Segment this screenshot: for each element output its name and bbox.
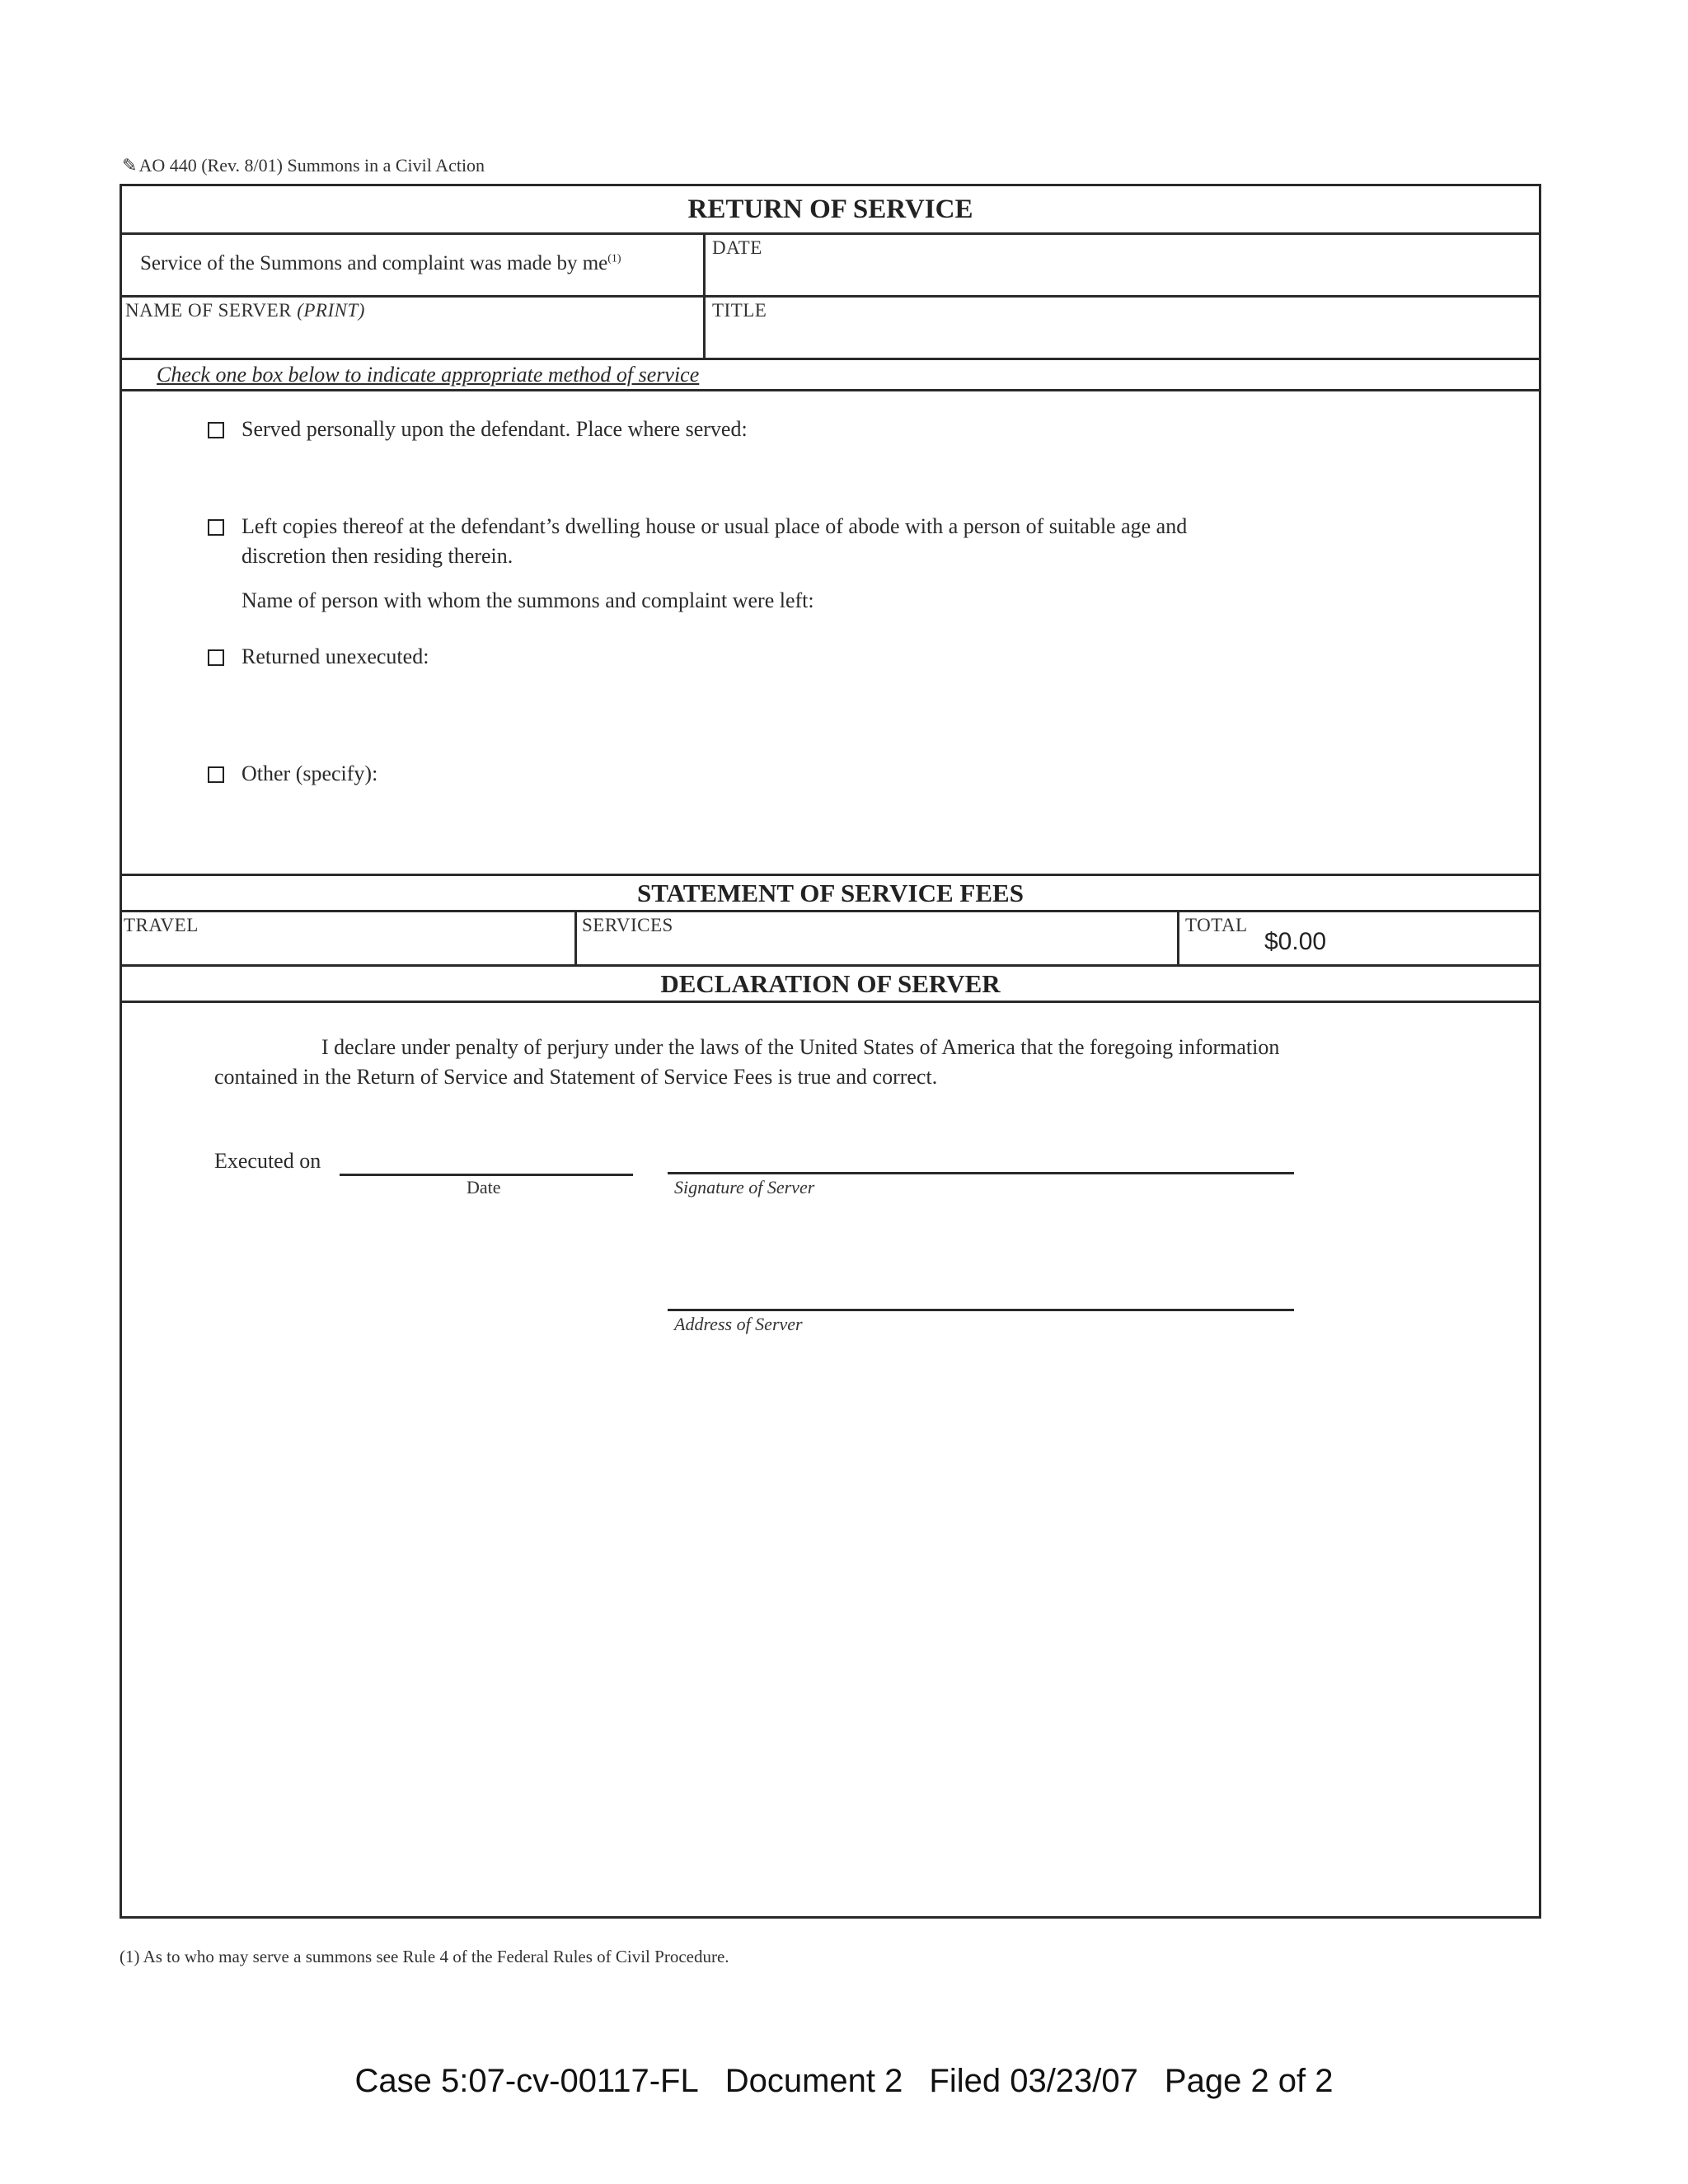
divider — [1177, 910, 1179, 964]
divider — [120, 874, 1541, 876]
left-copies-checkbox[interactable] — [208, 519, 224, 536]
served-personally-checkbox[interactable] — [208, 422, 224, 438]
divider — [574, 910, 577, 964]
left-with-label: Name of person with whom the summons and complaint were left: — [241, 588, 814, 612]
returned-unexecuted-label: Returned unexecuted: — [241, 644, 429, 668]
address-caption: Address of Server — [674, 1314, 803, 1334]
divider — [120, 964, 1541, 967]
divider — [120, 910, 1541, 912]
served-personally-label: Served personally upon the defendant. Place where served: — [241, 417, 748, 441]
executed-on-label: Executed on — [214, 1149, 321, 1173]
left-copies-label-cont: discretion then residing therein. — [241, 544, 513, 568]
total-value: $0.00 — [1264, 928, 1327, 955]
footnote-ref: (1) — [607, 252, 621, 265]
service-made-label — [140, 252, 621, 275]
date-caption: Date — [467, 1177, 501, 1197]
return-of-service-title: RETURN OF SERVICE — [687, 194, 973, 224]
executed-date-line[interactable] — [340, 1174, 633, 1176]
signature-caption: Signature of Server — [674, 1177, 815, 1197]
service-made-text: Service of the Summons and complaint was made by me — [140, 252, 608, 274]
name-of-server-text: NAME OF SERVER — [125, 300, 292, 321]
page-number: Page 2 of 2 — [1164, 2063, 1334, 2099]
title-field[interactable] — [706, 323, 1538, 354]
declaration-title: DECLARATION OF SERVER — [660, 969, 1001, 998]
divider — [120, 1001, 1541, 1003]
check-instruction: Check one box below to indicate appropriate method of service — [157, 363, 700, 387]
divider — [120, 232, 1541, 235]
other-specify-checkbox[interactable] — [208, 766, 224, 783]
footnote: (1) As to who may serve a summons see Rule 4 of the Federal Rules of Civil Procedure. — [120, 1947, 729, 1966]
name-of-server-label — [125, 300, 365, 321]
declaration-text-line1: I declare under penalty of perjury under the laws of the United States of America that the foregoing information — [321, 1035, 1280, 1059]
divider — [120, 389, 1541, 391]
returned-unexecuted-checkbox[interactable] — [208, 649, 224, 666]
form-id-text: AO 440 (Rev. 8/01) Summons in a Civil Action — [138, 155, 485, 176]
case-number: Case 5:07-cv-00117-FL — [354, 2063, 699, 2099]
date-field[interactable] — [706, 236, 1538, 293]
total-label: TOTAL — [1185, 915, 1248, 935]
divider — [120, 295, 1541, 298]
service-fees-title: STATEMENT OF SERVICE FEES — [637, 879, 1024, 907]
left-copies-label: Left copies thereof at the defendant’s dwelling house or usual place of abode with a person of suitable age and — [241, 514, 1188, 538]
filed-date: Filed 03/23/07 — [929, 2063, 1138, 2099]
other-specify-label: Other (specify): — [241, 762, 378, 785]
date-label: DATE — [712, 237, 762, 258]
title-label: TITLE — [712, 300, 767, 321]
document-number: Document 2 — [724, 2063, 903, 2099]
address-line[interactable] — [668, 1309, 1294, 1311]
services-field[interactable] — [582, 938, 1174, 959]
services-label: SERVICES — [582, 915, 673, 935]
divider — [120, 358, 1541, 360]
signature-line[interactable] — [668, 1172, 1294, 1174]
travel-label: TRAVEL — [124, 915, 199, 935]
case-footer — [0, 2063, 1688, 2100]
travel-field[interactable] — [124, 938, 572, 959]
pen-icon: ✎ — [122, 155, 138, 176]
name-of-server-field[interactable] — [124, 323, 701, 354]
declaration-text-line2: contained in the Return of Service and Statement of Service Fees is true and correct. — [214, 1065, 938, 1089]
name-of-server-note: (PRINT) — [297, 300, 365, 321]
form-id — [122, 155, 485, 176]
